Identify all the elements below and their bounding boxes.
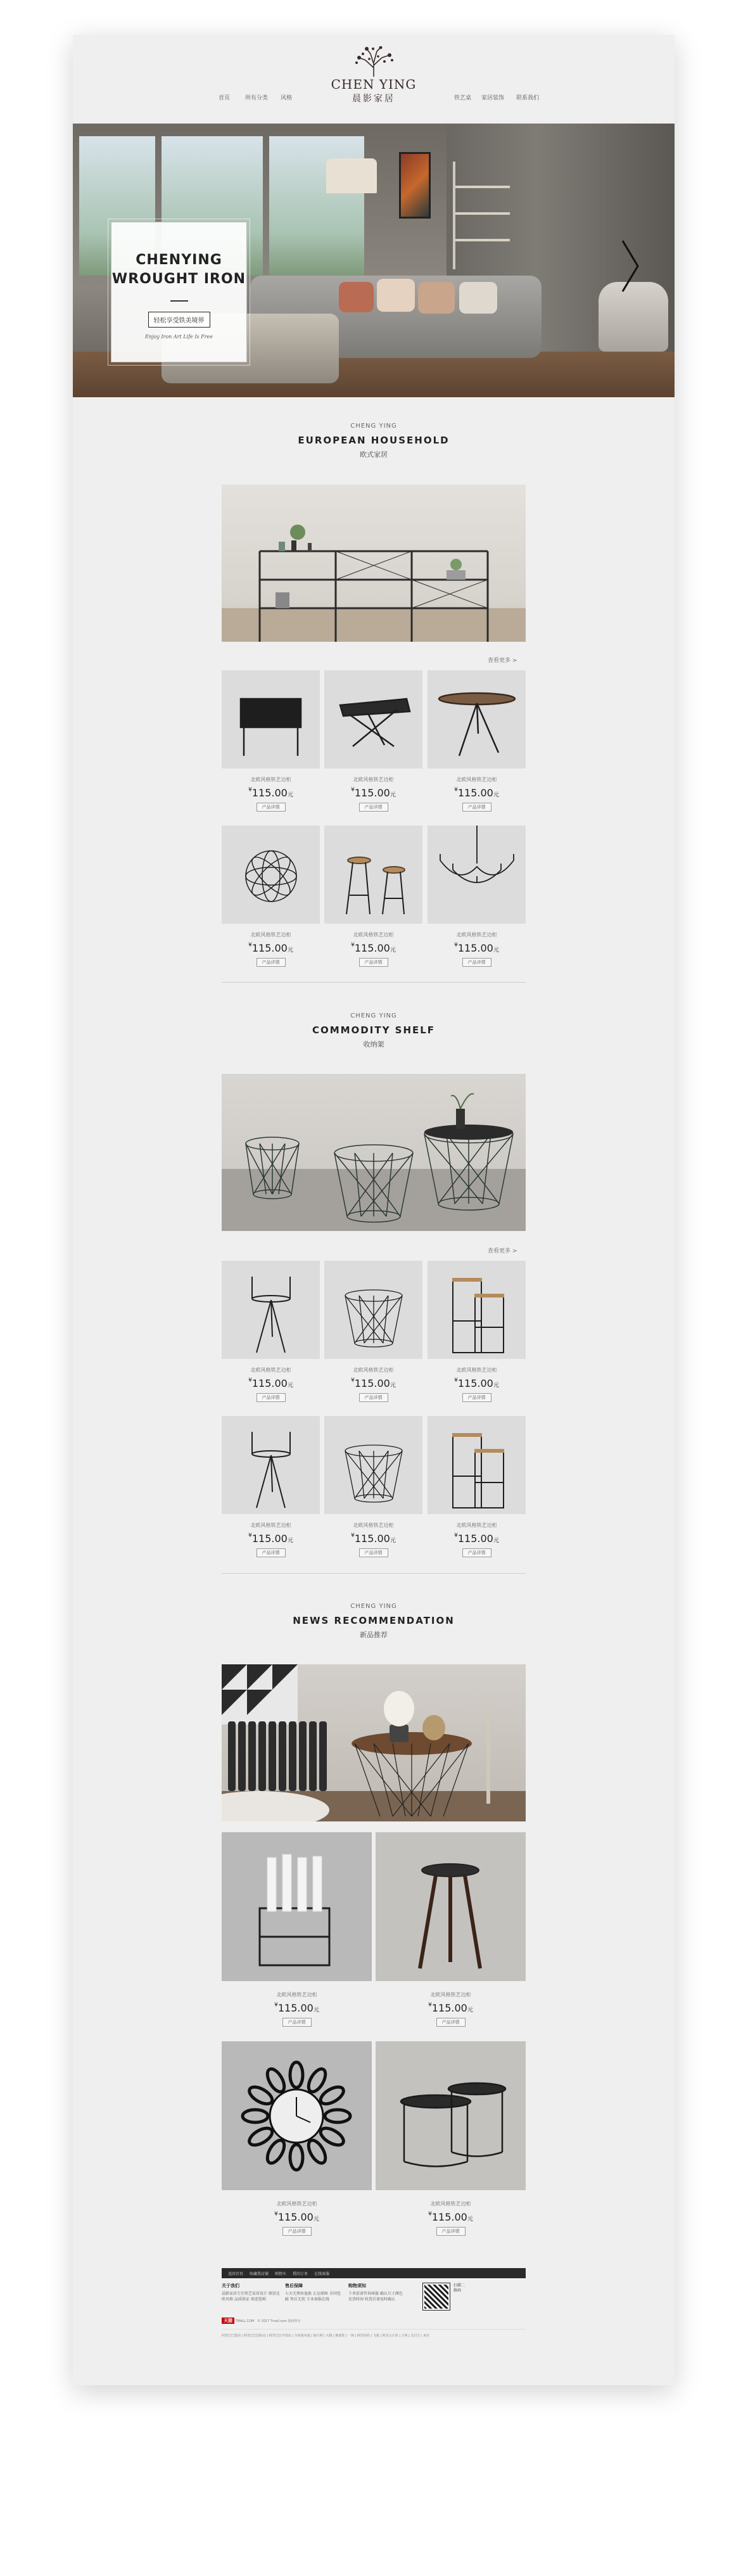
- plant-stand-icon[interactable]: [222, 1261, 320, 1359]
- section-header-shelf: [73, 1012, 675, 1049]
- product-price: [222, 1377, 320, 1389]
- product-price: [428, 787, 526, 799]
- product-card[interactable]: [222, 1261, 320, 1402]
- section-subtitle: CHENG YING: [350, 423, 397, 430]
- tmall-text: TMALL.COM: [235, 2319, 255, 2323]
- logo-text-en: CHEN YING: [331, 77, 417, 92]
- plant-stand-icon[interactable]: [222, 1416, 320, 1514]
- candle-holder-icon[interactable]: [222, 1832, 372, 1981]
- tripod-table-icon[interactable]: [428, 670, 526, 768]
- product-card[interactable]: [324, 1261, 422, 1402]
- product-price: [428, 1377, 526, 1389]
- price-unit: 元: [287, 947, 293, 953]
- product-detail-button[interactable]: 产品详情: [359, 1393, 388, 1402]
- product-detail-button[interactable]: 产品详情: [359, 958, 388, 967]
- price-unit: 元: [313, 2007, 319, 2013]
- price-value: 115.00: [431, 2211, 467, 2223]
- product-card[interactable]: [222, 826, 320, 967]
- price-value: 115.00: [457, 1533, 493, 1545]
- price-value: 115.00: [277, 2211, 314, 2223]
- product-price: [222, 942, 320, 954]
- price-unit: 元: [390, 792, 396, 798]
- wire-basket-icon[interactable]: [324, 1261, 422, 1359]
- section-title: EUROPEAN HOUSEHOLD: [298, 435, 450, 446]
- product-detail-button[interactable]: 产品详情: [257, 1393, 286, 1402]
- nesting-tables-icon[interactable]: [376, 2041, 526, 2190]
- product-card[interactable]: [428, 1261, 526, 1402]
- price-unit: 元: [313, 2216, 319, 2222]
- footer: [222, 2268, 526, 2360]
- footer-nav-cart[interactable]: 购物车: [275, 2271, 287, 2276]
- price-unit: 元: [287, 1382, 293, 1389]
- price-unit: 元: [287, 792, 293, 798]
- price-unit: 元: [390, 1382, 396, 1389]
- price-unit: 元: [493, 1382, 499, 1389]
- price-unit: 元: [390, 1538, 396, 1544]
- product-price: [324, 1533, 422, 1545]
- footer-nav-service[interactable]: 在线客服: [314, 2271, 330, 2276]
- tmall-logo-icon: 天猫: [222, 2318, 234, 2324]
- product-price: [222, 2002, 372, 2014]
- section-subtitle: CHENG YING: [350, 1012, 397, 1019]
- section-title: COMMODITY SHELF: [312, 1024, 436, 1036]
- view-more-link[interactable]: 查看更多 >: [488, 1248, 517, 1254]
- product-detail-button[interactable]: 产品详情: [282, 2227, 312, 2236]
- wall-art: [399, 152, 431, 219]
- price-value: 115.00: [354, 1377, 390, 1389]
- product-price: [324, 942, 422, 954]
- currency-symbol: ¥: [351, 942, 355, 948]
- nav-style[interactable]: 风格: [281, 95, 293, 101]
- nesting-stands-icon[interactable]: [428, 1261, 526, 1359]
- product-detail-button[interactable]: 产品详情: [462, 803, 491, 812]
- product-name: 北欧风格铁艺边柜: [456, 932, 497, 938]
- price-value: 115.00: [457, 787, 493, 799]
- price-value: 115.00: [251, 1533, 288, 1545]
- product-price: [222, 2211, 372, 2223]
- currency-symbol: ¥: [351, 787, 355, 793]
- section-divider: [222, 982, 526, 983]
- section-subtitle: CHENG YING: [350, 1603, 397, 1610]
- product-detail-button[interactable]: 产品详情: [257, 803, 286, 812]
- product-detail-button[interactable]: 产品详情: [257, 1548, 286, 1557]
- product-detail-button[interactable]: 产品详情: [257, 958, 286, 967]
- nav-categories[interactable]: 所有分类: [245, 95, 269, 101]
- currency-symbol: ¥: [454, 942, 458, 948]
- currency-symbol: ¥: [248, 942, 252, 948]
- product-detail-button[interactable]: 产品详情: [462, 958, 491, 967]
- currency-symbol: ¥: [274, 2002, 278, 2008]
- product-name: 北欧风格铁艺边柜: [250, 1367, 291, 1373]
- hero-caption-box: [111, 222, 247, 362]
- price-unit: 元: [493, 1538, 499, 1544]
- qr-label: 扫描二维码: [453, 2283, 466, 2293]
- product-name: 北欧风格铁艺边柜: [250, 932, 291, 938]
- product-detail-button[interactable]: 产品详情: [282, 2018, 312, 2027]
- price-value: 115.00: [431, 2002, 467, 2014]
- price-unit: 元: [287, 1538, 293, 1544]
- nav-home-decor[interactable]: 家居装饰: [481, 95, 505, 101]
- product-price: [428, 942, 526, 954]
- price-unit: 元: [493, 947, 499, 953]
- price-unit: 元: [390, 947, 396, 953]
- product-card[interactable]: [222, 2041, 372, 2236]
- copyright: © 2017 Tmall.com 版权所有: [257, 2319, 301, 2323]
- currency-symbol: ¥: [428, 2211, 432, 2217]
- footer-col-about: 关于我们 晨影家居专注铁艺家居设计 原创北欧风格 品质保证 欢迎选购: [222, 2283, 280, 2302]
- logo-text-cn: 晨影家居: [352, 94, 395, 104]
- currency-symbol: ¥: [351, 1377, 355, 1384]
- product-card[interactable]: [324, 1416, 422, 1557]
- product-price: [324, 1377, 422, 1389]
- product-card[interactable]: [324, 826, 422, 967]
- product-detail-button[interactable]: 产品详情: [436, 2018, 466, 2027]
- product-card[interactable]: [222, 670, 320, 812]
- currency-symbol: ¥: [428, 2002, 432, 2008]
- logo[interactable]: [323, 46, 424, 116]
- product-card[interactable]: [428, 670, 526, 812]
- price-value: 115.00: [277, 2002, 314, 2014]
- product-name: 北欧风格铁艺边柜: [430, 1992, 471, 1998]
- product-price: [428, 1533, 526, 1545]
- product-name: 北欧风格铁艺边柜: [456, 1367, 497, 1373]
- page: [73, 35, 675, 2385]
- product-price: [376, 2002, 526, 2014]
- currency-symbol: ¥: [351, 1533, 355, 1539]
- price-value: 115.00: [354, 942, 390, 954]
- section-title-cn: 新品推荐: [360, 1631, 388, 1639]
- feature-image-baskets[interactable]: [222, 1074, 526, 1231]
- product-name: 北欧风格铁艺边柜: [456, 1522, 497, 1528]
- currency-symbol: ¥: [454, 787, 458, 793]
- view-more-link[interactable]: 查看更多 >: [488, 658, 517, 664]
- section-title-cn: 欧式家居: [360, 450, 388, 459]
- tree-logo-icon: [345, 46, 402, 78]
- product-price: [324, 787, 422, 799]
- footer-col-service: 售后保障 七天无理由退换 正品保障 全国包邮 售后无忧 专业客服在线: [285, 2283, 341, 2302]
- currency-symbol: ¥: [248, 1377, 252, 1384]
- section-title-cn: 收纳架: [363, 1040, 384, 1049]
- product-name: 北欧风格铁艺边柜: [250, 1522, 291, 1528]
- product-detail-button[interactable]: 产品详情: [359, 803, 388, 812]
- product-name: 北欧风格铁艺边柜: [430, 2201, 471, 2207]
- product-card[interactable]: [428, 826, 526, 967]
- currency-symbol: ¥: [454, 1533, 458, 1539]
- product-card[interactable]: [324, 670, 422, 812]
- footer-nav-home[interactable]: 返回首页: [228, 2271, 244, 2276]
- wood-side-table-icon[interactable]: [376, 1832, 526, 1981]
- wire-basket-icon[interactable]: [324, 1416, 422, 1514]
- feature-image-shelf[interactable]: [222, 485, 526, 642]
- product-price: [222, 787, 320, 799]
- product-card[interactable]: [222, 1832, 372, 2027]
- product-name: 北欧风格铁艺边柜: [276, 1992, 317, 1998]
- planter-box-icon[interactable]: [222, 670, 320, 768]
- price-value: 115.00: [354, 787, 390, 799]
- product-name: 北欧风格铁艺边柜: [353, 1522, 394, 1528]
- folding-table-icon[interactable]: [324, 670, 422, 768]
- wall-shelf: [453, 162, 510, 269]
- price-value: 115.00: [251, 1377, 288, 1389]
- section-divider: [222, 1573, 526, 1574]
- nesting-stands-icon[interactable]: [428, 1416, 526, 1514]
- product-name: 北欧风格铁艺边柜: [456, 777, 497, 782]
- wall-clock-icon[interactable]: [222, 2041, 372, 2190]
- price-value: 115.00: [457, 942, 493, 954]
- nav-iron-table[interactable]: 铁艺桌: [454, 95, 472, 101]
- footer-nav-orders[interactable]: 我的订单: [293, 2271, 308, 2276]
- price-value: 115.00: [354, 1533, 390, 1545]
- hero-divider: [170, 300, 188, 302]
- currency-symbol: ¥: [248, 1533, 252, 1539]
- product-name: 北欧风格铁艺边柜: [353, 1367, 394, 1373]
- hero-title-line1: CHENYING: [136, 252, 222, 268]
- footer-col-notice: 购物须知 下单前请咨询客服 确认尺寸颜色 发货时间 收货后请及时确认: [348, 2283, 403, 2302]
- product-detail-button[interactable]: 产品详情: [359, 1548, 388, 1557]
- currency-symbol: ¥: [454, 1377, 458, 1384]
- bar-stools-icon[interactable]: [324, 826, 422, 924]
- floor-lamp: [326, 158, 377, 193]
- price-value: 115.00: [251, 787, 288, 799]
- product-detail-button[interactable]: 产品详情: [436, 2227, 466, 2236]
- header: [73, 35, 675, 124]
- product-name: 北欧风格铁艺边柜: [276, 2201, 317, 2207]
- product-card[interactable]: [376, 2041, 526, 2236]
- product-card[interactable]: [376, 1832, 526, 2027]
- nav-home[interactable]: 首页: [219, 95, 231, 101]
- price-value: 115.00: [457, 1377, 493, 1389]
- chandelier-icon[interactable]: [428, 826, 526, 924]
- currency-symbol: ¥: [274, 2211, 278, 2217]
- footer-links[interactable]: 阿里巴巴集团 | 阿里巴巴国际站 | 阿里巴巴中国站 | 全球速卖通 | 淘宝网 | 天猫 | 聚划算 | 一淘 | 阿里妈妈 | 飞猪 | 阿里云计算 | 万网 | 支付宝 | 来往: [222, 2329, 526, 2339]
- wire-sphere-icon[interactable]: [222, 826, 320, 924]
- price-unit: 元: [467, 2007, 473, 2013]
- product-name: 北欧风格铁艺边柜: [250, 777, 291, 782]
- price-unit: 元: [493, 792, 499, 798]
- currency-symbol: ¥: [248, 787, 252, 793]
- footer-nav-favorite[interactable]: 收藏我店铺: [250, 2271, 269, 2276]
- product-card[interactable]: [428, 1416, 526, 1557]
- section-header-european: [73, 423, 675, 459]
- section-title: NEWS RECOMMENDATION: [293, 1615, 455, 1626]
- product-detail-button[interactable]: 产品详情: [462, 1393, 491, 1402]
- qr-code-icon: [423, 2283, 450, 2310]
- section-header-news: [73, 1603, 675, 1640]
- hero-script-text: Enjoy Iron Art Life Is Free: [145, 334, 213, 340]
- footer-nav-bar: [222, 2268, 526, 2278]
- hero-banner: [73, 124, 675, 397]
- product-price: [376, 2211, 526, 2223]
- price-unit: 元: [467, 2216, 473, 2222]
- product-card[interactable]: [222, 1416, 320, 1557]
- product-price: [222, 1533, 320, 1545]
- hero-cta-button[interactable]: 轻松享受铁美境界: [148, 312, 210, 328]
- price-value: 115.00: [251, 942, 288, 954]
- hero-title-line2: WROUGHT IRON: [111, 271, 246, 287]
- product-name: 北欧风格铁艺边柜: [353, 932, 394, 938]
- nav-contact[interactable]: 联系我们: [516, 95, 540, 101]
- product-name: 北欧风格铁艺边柜: [353, 777, 394, 782]
- feature-image-side-table[interactable]: [222, 1664, 526, 1821]
- chevron-right-icon[interactable]: [618, 234, 643, 298]
- product-detail-button[interactable]: 产品详情: [462, 1548, 491, 1557]
